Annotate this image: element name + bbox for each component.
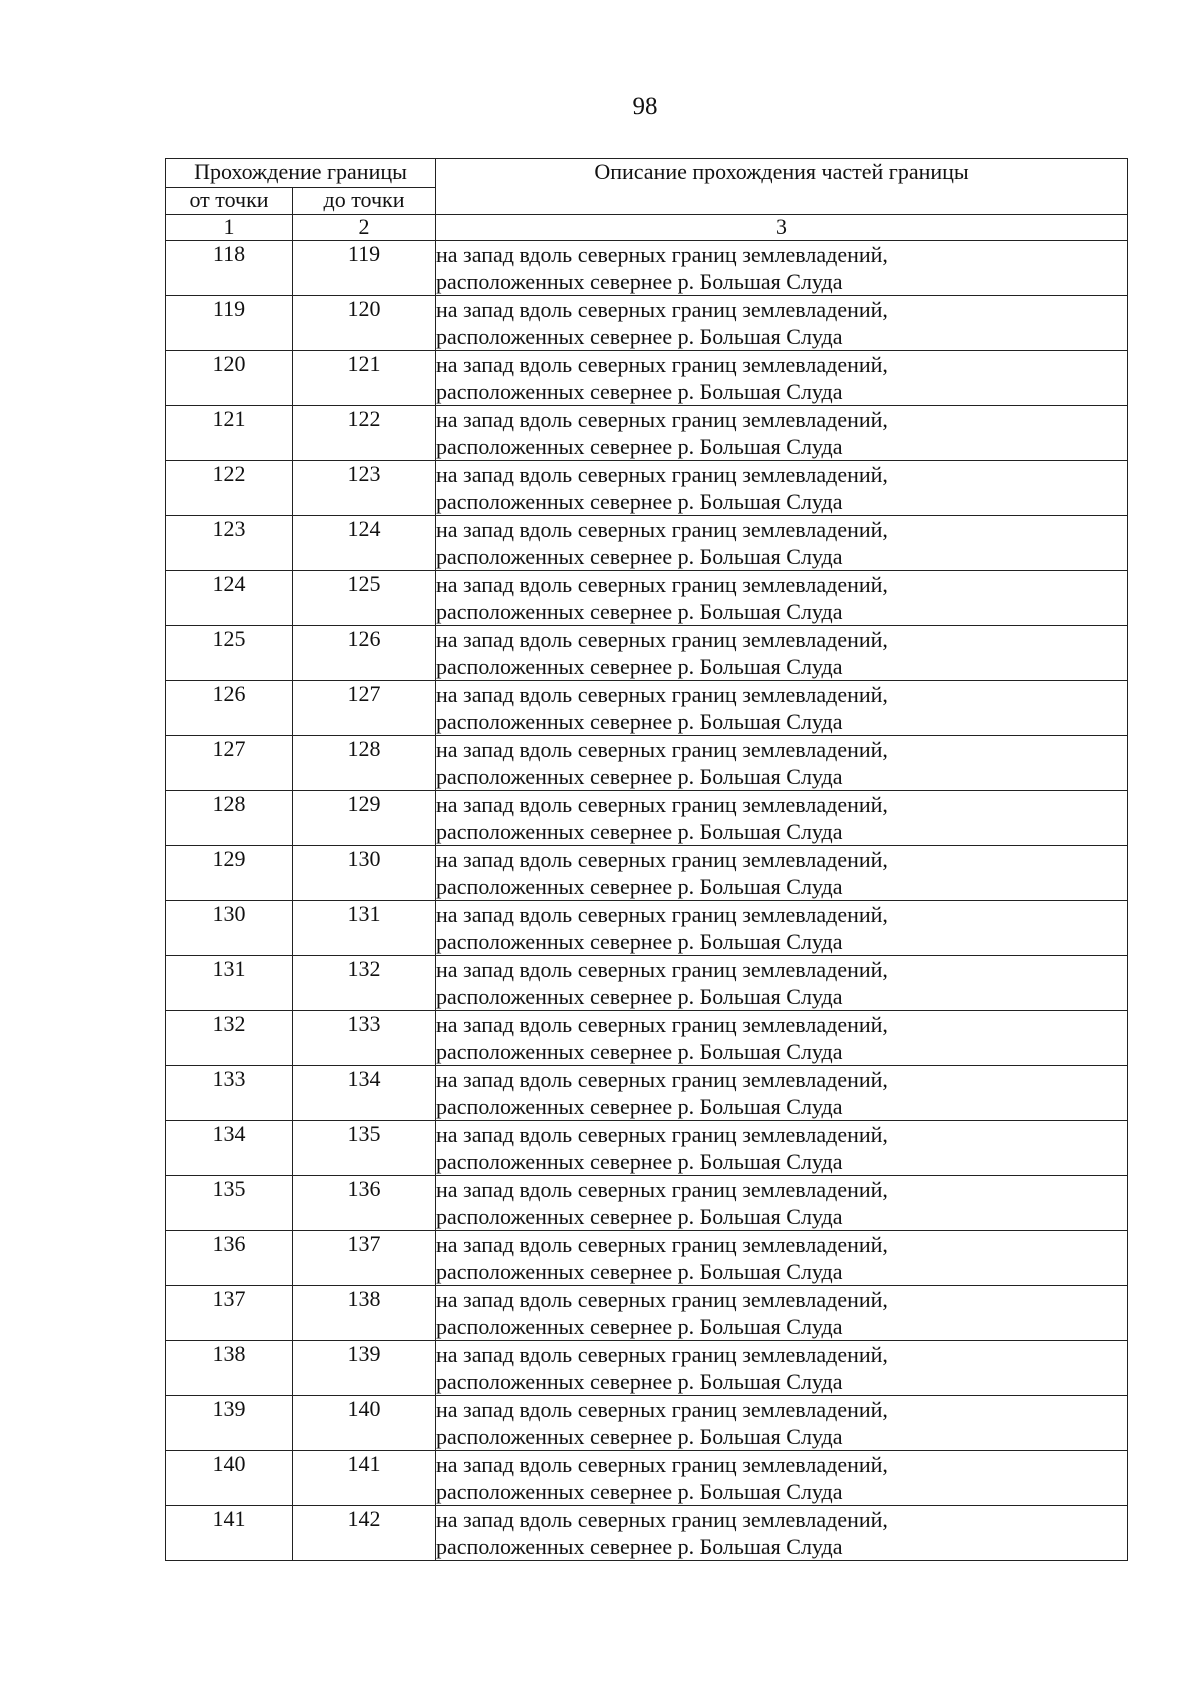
description-cell (436, 956, 1128, 1011)
to-point-cell: 127 (293, 681, 436, 736)
description-cell (436, 406, 1128, 461)
table-row (166, 1506, 1128, 1561)
table-row (166, 626, 1128, 681)
description-cell (436, 1286, 1128, 1341)
table-row (166, 956, 1128, 1011)
description-line-1: на запад вдоль северных границ землевладений, (436, 1067, 888, 1092)
to-point-cell: 132 (293, 956, 436, 1011)
description-cell (436, 351, 1128, 406)
description-cell (436, 1341, 1128, 1396)
to-point-cell: 138 (293, 1286, 436, 1341)
table-row (166, 1231, 1128, 1286)
description-line-2: расположенных севернее р. Большая Слуда (436, 929, 843, 954)
table-row (166, 516, 1128, 571)
table-row (166, 571, 1128, 626)
from-point-cell: 136 (166, 1231, 293, 1286)
table-row (166, 1341, 1128, 1396)
from-point-cell: 119 (166, 296, 293, 351)
from-point-cell: 127 (166, 736, 293, 791)
to-point-cell: 129 (293, 791, 436, 846)
description-line-1: на запад вдоль северных границ землевладений, (436, 1287, 888, 1312)
description-line-1: на запад вдоль северных границ землевладений, (436, 572, 888, 597)
description-cell (436, 1176, 1128, 1231)
description-line-1: на запад вдоль северных границ землевладений, (436, 462, 888, 487)
table-row (166, 1066, 1128, 1121)
table-row (166, 1176, 1128, 1231)
table-row (166, 1396, 1128, 1451)
table-body (166, 241, 1128, 1561)
to-point-cell: 125 (293, 571, 436, 626)
to-point-cell: 123 (293, 461, 436, 516)
description-line-2: расположенных севернее р. Большая Слуда (436, 654, 843, 679)
description-line-1: на запад вдоль северных границ землевладений, (436, 847, 888, 872)
from-point-cell: 137 (166, 1286, 293, 1341)
from-point-cell: 124 (166, 571, 293, 626)
description-line-1: на запад вдоль северных границ землевладений, (436, 1232, 888, 1257)
from-point-cell: 126 (166, 681, 293, 736)
description-line-2: расположенных севернее р. Большая Слуда (436, 1039, 843, 1064)
from-point-cell: 132 (166, 1011, 293, 1066)
description-line-2: расположенных севернее р. Большая Слуда (436, 1259, 843, 1284)
description-cell (436, 901, 1128, 956)
to-point-cell: 135 (293, 1121, 436, 1176)
description-line-1: на запад вдоль северных границ землевладений, (436, 297, 888, 322)
table-row (166, 681, 1128, 736)
to-point-cell: 142 (293, 1506, 436, 1561)
description-cell (436, 461, 1128, 516)
page-number: 98 (632, 93, 658, 120)
from-point-cell: 122 (166, 461, 293, 516)
from-point-cell: 140 (166, 1451, 293, 1506)
from-point-cell: 121 (166, 406, 293, 461)
to-point-cell: 141 (293, 1451, 436, 1506)
to-point-cell: 131 (293, 901, 436, 956)
to-point-cell: 137 (293, 1231, 436, 1286)
table-row (166, 791, 1128, 846)
description-line-1: на запад вдоль северных границ землевладений, (436, 1507, 888, 1532)
table-row (166, 406, 1128, 461)
table-row (166, 296, 1128, 351)
description-line-2: расположенных севернее р. Большая Слуда (436, 1204, 843, 1229)
description-line-2: расположенных севернее р. Большая Слуда (436, 709, 843, 734)
table-row (166, 846, 1128, 901)
description-line-2: расположенных севернее р. Большая Слуда (436, 1369, 843, 1394)
description-line-1: на запад вдоль северных границ землевладений, (436, 1012, 888, 1037)
to-point-cell: 121 (293, 351, 436, 406)
to-point-cell: 140 (293, 1396, 436, 1451)
description-cell (436, 241, 1128, 296)
header-boundary-passage: Прохождение границы (166, 159, 436, 188)
header-to-point: до точки (293, 188, 436, 215)
description-line-1: на запад вдоль северных границ землевладений, (436, 627, 888, 652)
description-line-2: расположенных севернее р. Большая Слуда (436, 764, 843, 789)
description-cell (436, 681, 1128, 736)
table-header (166, 159, 1128, 241)
description-line-1: на запад вдоль северных границ землевладений, (436, 682, 888, 707)
description-line-1: на запад вдоль северных границ землевладений, (436, 1342, 888, 1367)
description-cell (436, 296, 1128, 351)
description-cell (436, 1231, 1128, 1286)
description-line-2: расположенных севернее р. Большая Слуда (436, 434, 843, 459)
description-line-2: расположенных севернее р. Большая Слуда (436, 544, 843, 569)
to-point-cell: 122 (293, 406, 436, 461)
table-row (166, 461, 1128, 516)
description-line-1: на запад вдоль северных границ землевладений, (436, 407, 888, 432)
description-line-2: расположенных севернее р. Большая Слуда (436, 489, 843, 514)
description-cell (436, 1066, 1128, 1121)
header-col-number-1: 1 (166, 215, 293, 241)
table-row (166, 1121, 1128, 1176)
description-cell (436, 516, 1128, 571)
description-cell (436, 1506, 1128, 1561)
from-point-cell: 131 (166, 956, 293, 1011)
description-line-2: расположенных севернее р. Большая Слуда (436, 599, 843, 624)
to-point-cell: 134 (293, 1066, 436, 1121)
header-from-point: от точки (166, 188, 293, 215)
table-row (166, 241, 1128, 296)
description-cell (436, 571, 1128, 626)
header-col-number-2: 2 (293, 215, 436, 241)
description-line-2: расположенных севернее р. Большая Слуда (436, 1424, 843, 1449)
table-row (166, 351, 1128, 406)
description-line-1: на запад вдоль северных границ землевладений, (436, 1177, 888, 1202)
description-line-2: расположенных севернее р. Большая Слуда (436, 269, 843, 294)
table-row (166, 1451, 1128, 1506)
from-point-cell: 128 (166, 791, 293, 846)
from-point-cell: 133 (166, 1066, 293, 1121)
from-point-cell: 118 (166, 241, 293, 296)
table-row (166, 901, 1128, 956)
description-line-1: на запад вдоль северных границ землевладений, (436, 737, 888, 762)
description-line-2: расположенных севернее р. Большая Слуда (436, 1149, 843, 1174)
description-cell (436, 846, 1128, 901)
to-point-cell: 130 (293, 846, 436, 901)
header-col-number-3: 3 (436, 215, 1128, 241)
description-cell (436, 626, 1128, 681)
from-point-cell: 135 (166, 1176, 293, 1231)
description-line-1: на запад вдоль северных границ землевладений, (436, 957, 888, 982)
description-line-1: на запад вдоль северных границ землевладений, (436, 517, 888, 542)
from-point-cell: 129 (166, 846, 293, 901)
description-line-1: на запад вдоль северных границ землевладений, (436, 1122, 888, 1147)
to-point-cell: 126 (293, 626, 436, 681)
from-point-cell: 123 (166, 516, 293, 571)
description-line-1: на запад вдоль северных границ землевладений, (436, 1452, 888, 1477)
description-line-1: на запад вдоль северных границ землевладений, (436, 242, 888, 267)
description-line-2: расположенных севернее р. Большая Слуда (436, 379, 843, 404)
description-line-1: на запад вдоль северных границ землевладений, (436, 352, 888, 377)
header-description: Описание прохождения частей границы (436, 159, 1128, 215)
description-line-1: на запад вдоль северных границ землевладений, (436, 1397, 888, 1422)
boundary-table (165, 158, 1128, 1561)
from-point-cell: 141 (166, 1506, 293, 1561)
description-line-2: расположенных севернее р. Большая Слуда (436, 324, 843, 349)
description-line-2: расположенных севернее р. Большая Слуда (436, 1534, 843, 1559)
from-point-cell: 139 (166, 1396, 293, 1451)
description-line-2: расположенных севернее р. Большая Слуда (436, 1094, 843, 1119)
from-point-cell: 125 (166, 626, 293, 681)
to-point-cell: 133 (293, 1011, 436, 1066)
from-point-cell: 134 (166, 1121, 293, 1176)
to-point-cell: 119 (293, 241, 436, 296)
description-cell (436, 1396, 1128, 1451)
table-row (166, 736, 1128, 791)
to-point-cell: 128 (293, 736, 436, 791)
from-point-cell: 130 (166, 901, 293, 956)
table-row (166, 1011, 1128, 1066)
description-line-2: расположенных севернее р. Большая Слуда (436, 984, 843, 1009)
to-point-cell: 124 (293, 516, 436, 571)
description-line-1: на запад вдоль северных границ землевладений, (436, 792, 888, 817)
description-line-2: расположенных севернее р. Большая Слуда (436, 874, 843, 899)
description-cell (436, 1121, 1128, 1176)
description-line-2: расположенных севернее р. Большая Слуда (436, 1314, 843, 1339)
to-point-cell: 139 (293, 1341, 436, 1396)
table-row (166, 1286, 1128, 1341)
description-line-2: расположенных севернее р. Большая Слуда (436, 1479, 843, 1504)
description-line-1: на запад вдоль северных границ землевладений, (436, 902, 888, 927)
description-cell (436, 1011, 1128, 1066)
description-cell (436, 1451, 1128, 1506)
description-cell (436, 736, 1128, 791)
from-point-cell: 120 (166, 351, 293, 406)
from-point-cell: 138 (166, 1341, 293, 1396)
to-point-cell: 136 (293, 1176, 436, 1231)
description-line-2: расположенных севернее р. Большая Слуда (436, 819, 843, 844)
description-cell (436, 791, 1128, 846)
to-point-cell: 120 (293, 296, 436, 351)
